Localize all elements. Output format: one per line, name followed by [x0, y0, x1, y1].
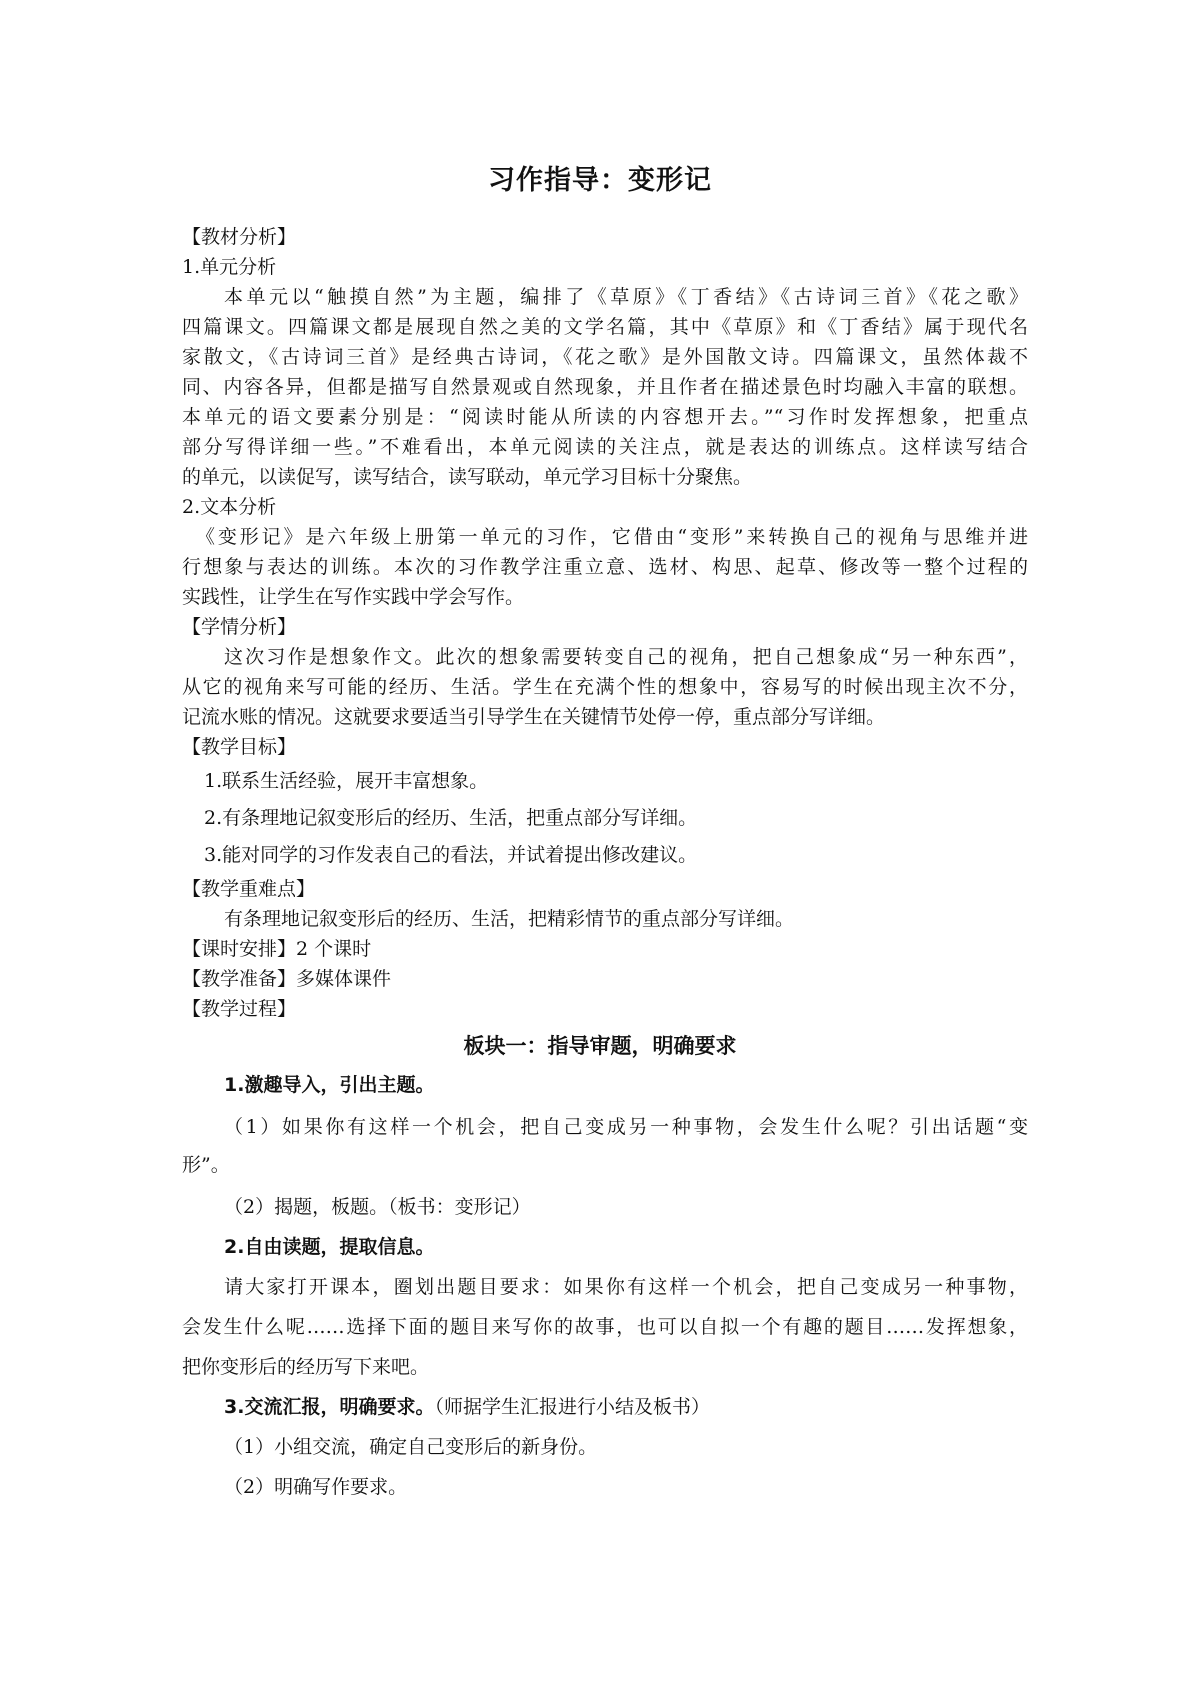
- paragraph-line: 实践性，让学生在写作实践中学会写作。: [182, 586, 525, 608]
- paragraph-line: 家散文，《古诗词三首》是经典古诗词，《花之歌》是外国散文诗。四篇课文，虽然体裁不: [182, 346, 1028, 368]
- paragraph-line: 记流水账的情况。这就要求要适当引导学生在关键情节处停一停，重点部分写详细。: [182, 706, 886, 728]
- paragraph-line: 《变形记》是六年级上册第一单元的习作，它借由“变形”来转换自己的视角与思维并进: [196, 526, 1028, 548]
- paragraph-line: （2）揭题，板题。（板书：变形记）: [224, 1196, 531, 1218]
- goal-item: 3.能对同学的习作发表自己的看法，并试着提出修改建议。: [204, 844, 698, 866]
- step-heading: 1.激趣导入，引出主题。: [224, 1074, 435, 1096]
- subheading-unit-analysis: 1.单元分析: [182, 256, 277, 278]
- paragraph-line: （2）明确写作要求。: [224, 1476, 408, 1498]
- block-heading: 板块一：指导审题，明确要求: [463, 1034, 737, 1058]
- section-heading-learner-analysis: 【学情分析】: [182, 616, 297, 638]
- goal-item: 1.联系生活经验，展开丰富想象。: [204, 770, 489, 792]
- step-heading: 2.自由读题，提取信息。: [224, 1236, 435, 1258]
- paragraph-line: 四篇课文。四篇课文都是展现自然之美的文学名篇，其中《草原》和《丁香结》属于现代名: [182, 316, 1028, 338]
- step-heading: 3.交流汇报，明确要求。: [224, 1396, 435, 1418]
- goal-item: 2.有条理地记叙变形后的经历、生活，把重点部分写详细。: [204, 807, 698, 829]
- paragraph-line: 同、内容各异，但都是描写自然景观或自然现象，并且作者在描述景色时均融入丰富的联想。: [182, 376, 1028, 398]
- paragraph-line: 请大家打开课本，圈划出题目要求：如果你有这样一个机会，把自己变成另一种事物，: [224, 1276, 1028, 1298]
- paragraph-line: 本单元的语文要素分别是：“阅读时能从所读的内容想开去。”“习作时发挥想象，把重点: [182, 406, 1028, 428]
- paragraph-line: （1）小组交流，确定自己变形后的新身份。: [224, 1436, 598, 1458]
- section-heading-teaching-process: 【教学过程】: [182, 998, 297, 1020]
- section-heading-preparation: 【教学准备】多媒体课件: [182, 968, 392, 990]
- paragraph-line: 部分写得详细一些。”不难看出，本单元阅读的关注点，就是表达的训练点。这样读写结合: [182, 436, 1028, 458]
- paragraph-line: 形”。: [182, 1154, 230, 1176]
- step-line: [224, 1392, 1028, 1422]
- paragraph-line: 行想象与表达的训练。本次的习作教学注重立意、选材、构思、起草、修改等一整个过程的: [182, 556, 1028, 578]
- paragraph-line: 的单元，以读促写，读写结合，读写联动，单元学习目标十分聚焦。: [182, 466, 753, 488]
- paragraph-line: （1）如果你有这样一个机会，把自己变成另一种事物，会发生什么呢？引出话题“变: [224, 1116, 1028, 1138]
- paragraph-line: 从它的视角来写可能的经历、生活。学生在充满个性的想象中，容易写的时候出现主次不分，: [182, 676, 1028, 698]
- paragraph-line: 有条理地记叙变形后的经历、生活，把精彩情节的重点部分写详细。: [224, 908, 795, 930]
- paragraph-line: 把你变形后的经历写下来吧。: [182, 1356, 430, 1378]
- document-title: 习作指导：变形记: [488, 165, 712, 196]
- subheading-text-analysis: 2.文本分析: [182, 496, 277, 518]
- step-note: （师据学生汇报进行小结及板书）: [434, 1396, 710, 1418]
- section-heading-teaching-goals: 【教学目标】: [182, 736, 297, 758]
- section-heading-schedule: 【课时安排】2 个课时: [182, 938, 372, 960]
- section-heading-key-difficulties: 【教学重难点】: [182, 878, 316, 900]
- paragraph-line: 本单元以“触摸自然”为主题，编排了《草原》《丁香结》《古诗词三首》《花之歌》: [224, 286, 1028, 308]
- paragraph-line: 会发生什么呢……选择下面的题目来写你的故事，也可以自拟一个有趣的题目……发挥想象，: [182, 1316, 1028, 1338]
- section-heading-textbook-analysis: 【教材分析】: [182, 226, 297, 248]
- paragraph-line: 这次习作是想象作文。此次的想象需要转变自己的视角，把自己想象成“另一种东西”，: [224, 646, 1028, 668]
